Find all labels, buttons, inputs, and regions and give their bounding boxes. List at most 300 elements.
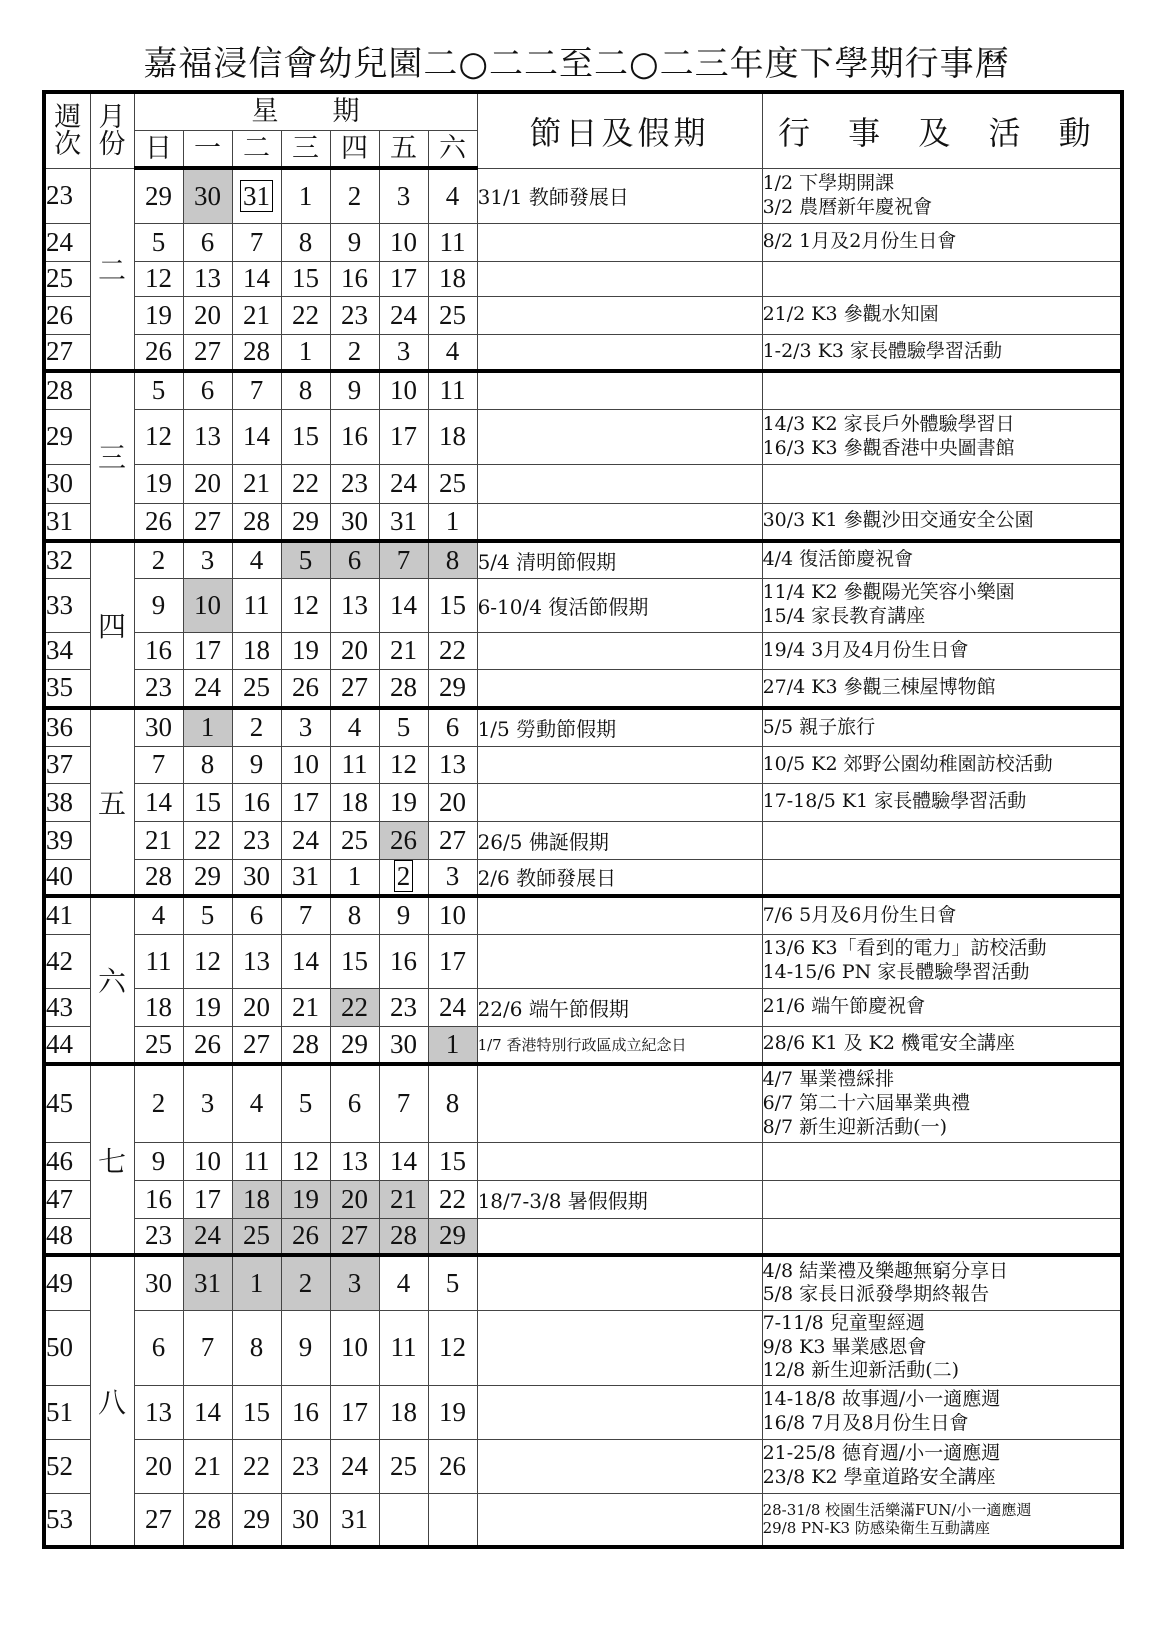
day-cell: 4 [232, 1064, 281, 1142]
day-cell: 4 [428, 168, 477, 223]
holiday-cell [477, 783, 762, 821]
day-cell: 21 [183, 1439, 232, 1493]
holiday-cell [477, 334, 762, 371]
week-number: 39 [44, 821, 90, 859]
day-cell: 9 [134, 578, 183, 632]
day-cell: 31 [281, 859, 330, 896]
day-cell: 24 [379, 296, 428, 334]
activity-item: 21/6 端午節慶祝會 [762, 995, 926, 1018]
day-cell: 14 [183, 1385, 232, 1439]
week-row [44, 1493, 1122, 1547]
activities-cell [762, 334, 1122, 371]
day-cell: 9 [134, 1142, 183, 1180]
week-number: 48 [44, 1218, 90, 1255]
holiday-cell [477, 464, 762, 503]
day-cell: 16 [330, 409, 379, 464]
day-cell: 19 [428, 1385, 477, 1439]
day-cell: 5 [281, 541, 330, 578]
day-cell [428, 1493, 477, 1547]
day-cell: 8 [428, 541, 477, 578]
week-number: 44 [44, 1026, 90, 1064]
activity-item: 29/8 PN-K3 防感染衛生互動講座 [762, 1519, 990, 1538]
day-cell: 25 [330, 821, 379, 859]
day-cell: 21 [134, 821, 183, 859]
activities-cell [762, 1255, 1122, 1310]
day-cell: 14 [379, 1142, 428, 1180]
day-cell: 22 [281, 296, 330, 334]
day-cell: 25 [232, 1218, 281, 1255]
day-cell: 7 [379, 541, 428, 578]
day-cell: 5 [428, 1255, 477, 1310]
day-cell: 25 [428, 464, 477, 503]
day-cell: 17 [379, 409, 428, 464]
day-cell: 15 [281, 261, 330, 296]
day-cell: 31 [379, 503, 428, 541]
day-cell: 22 [428, 1180, 477, 1218]
day-cell: 4 [428, 334, 477, 371]
day-cell: 23 [330, 296, 379, 334]
holiday-cell [477, 1142, 762, 1180]
day-cell: 5 [134, 223, 183, 261]
activity-item: 15/4 家長教育講座 [762, 605, 926, 627]
week-row [44, 1180, 1122, 1218]
day-cell: 13 [183, 409, 232, 464]
activities-cell [762, 503, 1122, 541]
activities-header: 行 事 及 活 動 [762, 92, 1122, 168]
day-cell: 13 [330, 578, 379, 632]
week-number: 40 [44, 859, 90, 896]
week-number: 33 [44, 578, 90, 632]
day-cell: 7 [232, 223, 281, 261]
day-cell: 13 [428, 746, 477, 783]
activities-cell [762, 371, 1122, 409]
week-row [44, 1142, 1122, 1180]
day-cell: 2 [232, 708, 281, 746]
week-number: 29 [44, 409, 90, 464]
day-cell: 10 [379, 223, 428, 261]
day-cell: 7 [281, 896, 330, 934]
activities-cell [762, 783, 1122, 821]
day-cell: 17 [379, 261, 428, 296]
boxed-day: 31 [240, 180, 273, 212]
week-row [44, 464, 1122, 503]
activities-cell [762, 669, 1122, 708]
day-cell: 24 [379, 464, 428, 503]
day-cell: 25 [428, 296, 477, 334]
day-cell: 16 [134, 632, 183, 669]
holiday-cell: 6-10/4 復活節假期 [477, 578, 762, 632]
week-row [44, 541, 1122, 578]
day-cell: 20 [428, 783, 477, 821]
month-label: 四 [90, 541, 134, 708]
school-calendar-table [42, 90, 1124, 1549]
day-cell: 15 [330, 934, 379, 988]
week-number: 35 [44, 669, 90, 708]
weekday-group-header: 星 期 [134, 92, 477, 130]
day-cell: 29 [281, 503, 330, 541]
week-number: 25 [44, 261, 90, 296]
day-cell: 6 [330, 1064, 379, 1142]
holiday-cell [477, 1255, 762, 1310]
day-cell: 23 [232, 821, 281, 859]
activity-item: 7/6 5月及6月份生日會 [762, 903, 957, 926]
day-cell [379, 1493, 428, 1547]
day-cell: 18 [428, 261, 477, 296]
activities-cell [762, 223, 1122, 261]
activity-item: 21/2 K3 參觀水知園 [762, 303, 939, 326]
week-row [44, 1385, 1122, 1439]
holiday-cell [477, 1493, 762, 1547]
day-cell: 27 [330, 1218, 379, 1255]
day-cell: 24 [428, 988, 477, 1026]
day-cell: 15 [232, 1385, 281, 1439]
day-cell: 28 [134, 859, 183, 896]
holiday-cell: 2/6 教師發展日 [477, 859, 762, 896]
day-cell: 11 [330, 746, 379, 783]
day-cell: 8 [183, 746, 232, 783]
day-cell: 27 [183, 334, 232, 371]
day-cell: 22 [183, 821, 232, 859]
holiday-cell [477, 1439, 762, 1493]
week-row [44, 503, 1122, 541]
holiday-cell [477, 409, 762, 464]
day-cell: 12 [183, 934, 232, 988]
day-cell: 18 [232, 1180, 281, 1218]
day-cell: 13 [134, 1385, 183, 1439]
holiday-cell: 22/6 端午節假期 [477, 988, 762, 1026]
week-number: 42 [44, 934, 90, 988]
day-cell: 18 [428, 409, 477, 464]
day-cell: 7 [379, 1064, 428, 1142]
day-cell: 19 [134, 464, 183, 503]
month-label: 三 [90, 371, 134, 541]
day-cell: 12 [281, 578, 330, 632]
holiday-cell [477, 934, 762, 988]
day-cell: 4 [330, 708, 379, 746]
day-cell: 16 [232, 783, 281, 821]
activity-item: 16/3 K3 參觀香港中央圖書館 [762, 436, 1015, 459]
day-cell: 23 [330, 464, 379, 503]
day-cell: 30 [183, 168, 232, 223]
activities-cell [762, 821, 1122, 859]
activity-item: 28/6 K1 及 K2 機電安全講座 [762, 1032, 1015, 1055]
day-cell: 22 [330, 988, 379, 1026]
activity-item: 7-11/8 兒童聖經週 [762, 1311, 925, 1334]
day-cell: 30 [281, 1493, 330, 1547]
activities-cell [762, 746, 1122, 783]
day-cell: 21 [232, 296, 281, 334]
day-cell: 17 [281, 783, 330, 821]
activities-cell [762, 1218, 1122, 1255]
page-title: 嘉福浸信會幼兒園二○二二至二○二三年度下學期行事曆 [143, 44, 1010, 84]
day-cell: 21 [379, 632, 428, 669]
week-number: 32 [44, 541, 90, 578]
holiday-cell: 18/7-3/8 暑假假期 [477, 1180, 762, 1218]
day-cell: 27 [232, 1026, 281, 1064]
week-row [44, 334, 1122, 371]
day-cell: 2 [281, 1255, 330, 1310]
day-cell: 3 [330, 1255, 379, 1310]
weekday-wed: 三 [281, 130, 330, 168]
holiday-cell: 31/1 教師發展日 [477, 168, 762, 223]
day-cell: 31 [183, 1255, 232, 1310]
day-cell: 18 [134, 988, 183, 1026]
day-cell: 27 [183, 503, 232, 541]
day-cell: 25 [134, 1026, 183, 1064]
day-cell: 24 [183, 669, 232, 708]
week-row [44, 746, 1122, 783]
day-cell [379, 859, 428, 896]
week-row [44, 578, 1122, 632]
weekday-tue: 二 [232, 130, 281, 168]
day-cell: 17 [428, 934, 477, 988]
activity-item: 19/4 3月及4月份生日會 [762, 638, 969, 661]
day-cell: 31 [330, 1493, 379, 1547]
day-cell: 16 [134, 1180, 183, 1218]
day-cell: 28 [379, 1218, 428, 1255]
day-cell: 9 [281, 1310, 330, 1385]
activity-item: 16/8 7月及8月份生日會 [762, 1412, 969, 1434]
day-cell: 23 [281, 1439, 330, 1493]
activity-item: 6/7 第二十六屆畢業典禮 [762, 1091, 971, 1114]
day-cell: 10 [183, 578, 232, 632]
week-header: 週 次 [44, 92, 90, 168]
holiday-cell [477, 669, 762, 708]
day-cell: 11 [232, 578, 281, 632]
day-cell: 13 [232, 934, 281, 988]
activity-item: 4/7 畢業禮綵排 [762, 1068, 895, 1091]
activities-cell [762, 1180, 1122, 1218]
day-cell: 29 [330, 1026, 379, 1064]
day-cell: 21 [281, 988, 330, 1026]
day-cell: 16 [281, 1385, 330, 1439]
activities-cell [762, 934, 1122, 988]
day-cell: 1 [281, 168, 330, 223]
day-cell: 10 [281, 746, 330, 783]
week-row [44, 1310, 1122, 1385]
day-cell: 4 [232, 541, 281, 578]
week-number: 31 [44, 503, 90, 541]
day-cell: 2 [134, 1064, 183, 1142]
week-row [44, 934, 1122, 988]
weekday-fri: 五 [379, 130, 428, 168]
day-cell: 2 [330, 334, 379, 371]
day-cell: 5 [281, 1064, 330, 1142]
day-cell: 8 [281, 223, 330, 261]
day-cell: 27 [330, 669, 379, 708]
day-cell: 1 [428, 503, 477, 541]
activity-item: 14/3 K2 家長戶外體驗學習日 [762, 412, 1015, 435]
holiday-cell [477, 371, 762, 409]
week-number: 38 [44, 783, 90, 821]
day-cell: 14 [379, 578, 428, 632]
day-cell: 3 [379, 334, 428, 371]
activities-cell [762, 1439, 1122, 1493]
week-row [44, 783, 1122, 821]
activities-cell [762, 632, 1122, 669]
holiday-cell [477, 632, 762, 669]
activity-item: 11/4 K2 參觀陽光笑容小樂園 [762, 581, 1015, 604]
day-cell: 8 [428, 1064, 477, 1142]
day-cell: 6 [428, 708, 477, 746]
week-number: 27 [44, 334, 90, 371]
day-cell: 15 [428, 1142, 477, 1180]
week-row [44, 859, 1122, 896]
week-number: 49 [44, 1255, 90, 1310]
day-cell: 29 [183, 859, 232, 896]
week-row [44, 632, 1122, 669]
day-cell: 22 [232, 1439, 281, 1493]
month-label: 二 [90, 168, 134, 371]
week-row [44, 223, 1122, 261]
day-cell: 18 [232, 632, 281, 669]
activities-cell [762, 261, 1122, 296]
activities-cell [762, 464, 1122, 503]
holiday-cell: 26/5 佛誕假期 [477, 821, 762, 859]
activity-item: 5/8 家長日派發學期終報告 [762, 1283, 990, 1306]
boxed-day: 2 [394, 860, 414, 892]
activity-item: 12/8 新生迎新活動(二) [762, 1359, 960, 1382]
week-number: 46 [44, 1142, 90, 1180]
day-cell: 4 [379, 1255, 428, 1310]
day-cell: 1 [232, 1255, 281, 1310]
activities-cell [762, 1142, 1122, 1180]
activity-item: 3/2 農曆新年慶祝會 [762, 195, 933, 218]
day-cell: 12 [281, 1142, 330, 1180]
day-cell: 30 [134, 1255, 183, 1310]
day-cell: 10 [330, 1310, 379, 1385]
day-cell: 17 [183, 632, 232, 669]
week-row [44, 708, 1122, 746]
week-row [44, 261, 1122, 296]
week-number: 23 [44, 168, 90, 223]
day-cell [232, 168, 281, 223]
week-number: 37 [44, 746, 90, 783]
day-cell: 21 [232, 464, 281, 503]
day-cell: 6 [134, 1310, 183, 1385]
month-label: 七 [90, 1064, 134, 1255]
week-number: 47 [44, 1180, 90, 1218]
day-cell: 26 [379, 821, 428, 859]
holiday-cell: 1/7 香港特別行政區成立紀念日 [477, 1026, 762, 1064]
day-cell: 8 [330, 896, 379, 934]
week-number: 50 [44, 1310, 90, 1385]
activity-item: 28-31/8 校園生活樂滿FUN/小一適應週 [762, 1500, 1032, 1519]
week-row [44, 1026, 1122, 1064]
day-cell: 26 [281, 1218, 330, 1255]
day-cell: 4 [134, 896, 183, 934]
week-number: 41 [44, 896, 90, 934]
day-cell: 2 [134, 541, 183, 578]
day-cell: 28 [379, 669, 428, 708]
day-cell: 3 [281, 708, 330, 746]
week-row [44, 1439, 1122, 1493]
day-cell: 22 [428, 632, 477, 669]
day-cell: 10 [428, 896, 477, 934]
month-label: 六 [90, 896, 134, 1064]
day-cell: 9 [379, 896, 428, 934]
day-cell: 1 [183, 708, 232, 746]
day-cell: 8 [232, 1310, 281, 1385]
day-cell: 20 [134, 1439, 183, 1493]
holiday-cell [477, 223, 762, 261]
day-cell: 10 [379, 371, 428, 409]
activities-cell [762, 1493, 1122, 1547]
holiday-cell [477, 503, 762, 541]
day-cell: 21 [379, 1180, 428, 1218]
day-cell: 23 [134, 1218, 183, 1255]
day-cell: 11 [134, 934, 183, 988]
weekday-sat: 六 [428, 130, 477, 168]
day-cell: 12 [134, 409, 183, 464]
day-cell: 23 [134, 669, 183, 708]
day-cell: 27 [428, 821, 477, 859]
activities-cell [762, 1064, 1122, 1142]
day-cell: 1 [281, 334, 330, 371]
weekday-mon: 一 [183, 130, 232, 168]
day-cell: 14 [232, 409, 281, 464]
day-cell: 18 [379, 1385, 428, 1439]
day-cell: 29 [428, 669, 477, 708]
day-cell: 20 [183, 464, 232, 503]
day-cell: 13 [183, 261, 232, 296]
week-number: 51 [44, 1385, 90, 1439]
day-cell: 2 [330, 168, 379, 223]
activity-item: 9/8 K3 畢業感恩會 [762, 1335, 927, 1358]
day-cell: 3 [428, 859, 477, 896]
activity-item: 10/5 K2 郊野公園幼稚園訪校活動 [762, 752, 1053, 775]
activity-item: 8/2 1月及2月份生日會 [762, 230, 957, 253]
holiday-cell [477, 1310, 762, 1385]
activities-cell [762, 896, 1122, 934]
day-cell: 28 [232, 334, 281, 371]
activities-cell [762, 578, 1122, 632]
day-cell: 26 [134, 503, 183, 541]
day-cell: 20 [183, 296, 232, 334]
day-cell: 26 [281, 669, 330, 708]
day-cell: 10 [183, 1142, 232, 1180]
day-cell: 11 [379, 1310, 428, 1385]
activities-cell [762, 988, 1122, 1026]
activity-item: 4/4 復活節慶祝會 [762, 548, 914, 571]
day-cell: 29 [134, 168, 183, 223]
day-cell: 19 [379, 783, 428, 821]
week-number: 24 [44, 223, 90, 261]
day-cell: 14 [281, 934, 330, 988]
week-number: 52 [44, 1439, 90, 1493]
week-row [44, 821, 1122, 859]
day-cell: 15 [183, 783, 232, 821]
holiday-cell [477, 1218, 762, 1255]
day-cell: 26 [134, 334, 183, 371]
holiday-cell [477, 746, 762, 783]
day-cell: 28 [232, 503, 281, 541]
holiday-cell [477, 896, 762, 934]
activity-item: 1/2 下學期開課 [762, 171, 895, 194]
week-row [44, 296, 1122, 334]
activity-item: 14-18/8 故事週/小一適應週 [762, 1388, 1001, 1411]
week-row [44, 896, 1122, 934]
holiday-cell [477, 1385, 762, 1439]
week-number: 26 [44, 296, 90, 334]
activities-cell [762, 859, 1122, 896]
month-label: 五 [90, 708, 134, 896]
week-row [44, 1255, 1122, 1310]
day-cell: 20 [232, 988, 281, 1026]
day-cell: 9 [330, 223, 379, 261]
activity-item: 8/7 新生迎新活動(一) [762, 1115, 948, 1138]
month-header: 月 份 [90, 92, 134, 168]
